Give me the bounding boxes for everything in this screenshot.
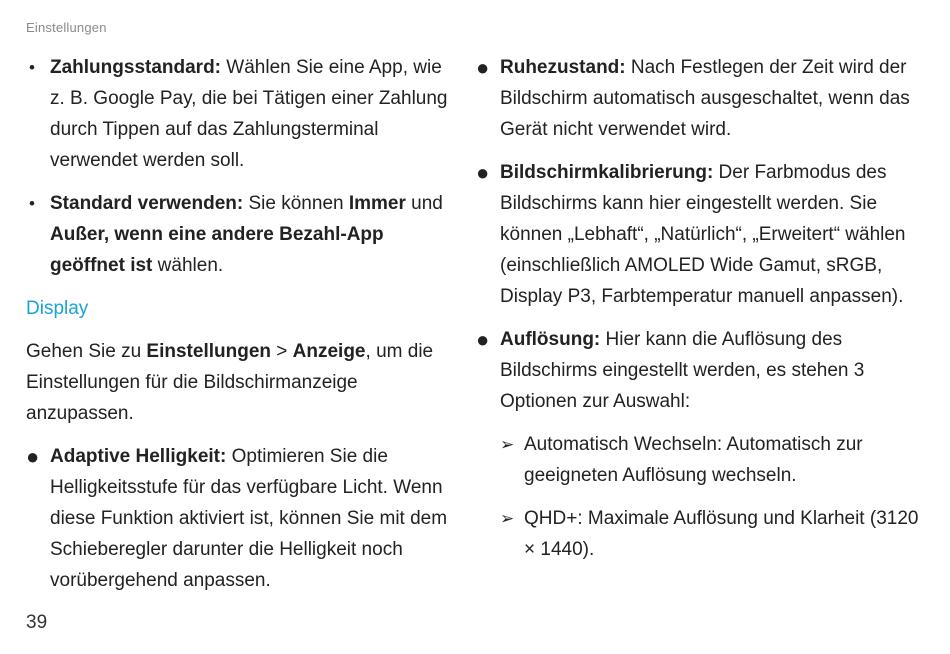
para-text: , um die Einstellungen für die Bildschirmanzeige anzupassen. [26,341,434,424]
list-item-aufloesung [476,324,926,417]
item-term: Adaptive Helligkeit: [50,446,227,467]
list-item-adaptive-helligkeit [26,441,456,596]
item-term: Bildschirmkalibrierung: [500,162,714,183]
item-term: Standard verwenden: [50,193,244,214]
section-heading-display: Display [26,298,89,319]
menu-einstellungen: Einstellungen [146,341,271,362]
bullet-icon: ● [26,444,40,469]
item-text: Optimieren Sie die Helligkeitsstufe für das verfügbare Licht. Wenn diese Funktion aktiviert ist, können Sie mit dem Schieberegler darunter die Helligkeit noch vorübergehend anpassen. [50,446,448,591]
bullet-icon: ● [476,160,490,185]
page-number: 39 [26,612,48,633]
item-term: Ruhezustand: [500,57,626,78]
list-item-ruhezustand [476,52,926,145]
intro-paragraph [26,336,456,429]
option-immer: Immer [348,193,406,214]
menu-anzeige: Anzeige [292,341,366,362]
arrow-bullet-icon: ➢ [500,435,515,454]
bullet-icon: • [29,194,35,213]
left-column [26,52,456,608]
option-ausser: Außer, wenn eine andere Bezahl-App geöffnet ist [50,224,384,276]
item-text: Sie können [243,193,349,214]
page-header: Einstellungen [26,20,107,35]
item-text: und [405,193,443,214]
item-term: Auflösung: [500,329,601,350]
sub-item-qhd [476,503,926,565]
bullet-icon: • [29,58,35,77]
item-text: Hier kann die Auflösung des Bildschirms eingestellt werden, es stehen 3 Optionen zur Auswahl: [500,329,865,412]
item-text: Nach Festlegen der Zeit wird der Bildschirm automatisch ausgeschaltet, wenn das Gerät nicht verwendet wird. [500,57,910,140]
para-text: Gehen Sie zu [26,341,147,362]
list-item-standard-verwenden [26,188,456,281]
item-text: Der Farbmodus des Bildschirms kann hier eingestellt werden. Sie können „Lebhaft“, „Natürlich“, „Erweitert“ wählen (einschließlich AMOLED Wide Gamut, sRGB, Display P3, Farbtemperatur manuell anpassen). [500,162,906,307]
bullet-icon: ● [476,327,490,352]
right-column [476,52,926,577]
arrow-bullet-icon: ➢ [500,509,515,528]
item-term: Zahlungsstandard: [50,57,222,78]
sub-item-automatisch [476,429,926,491]
sub-item-text: QHD+: Maximale Auflösung und Klarheit (3120 × 1440). [524,508,919,560]
para-text: > [271,341,293,362]
sub-item-text: Automatisch Wechseln: Automatisch zur geeigneten Auflösung wechseln. [524,434,863,486]
list-item-zahlungsstandard [26,52,456,176]
bullet-icon: ● [476,55,490,80]
item-text: Wählen Sie eine App, wie z. B. Google Pay, die bei Tätigen einer Zahlung durch Tippen auf das Zahlungsterminal verwendet werden soll. [50,57,448,171]
list-item-bildschirmkalibrierung [476,157,926,312]
item-text: wählen. [152,255,224,276]
